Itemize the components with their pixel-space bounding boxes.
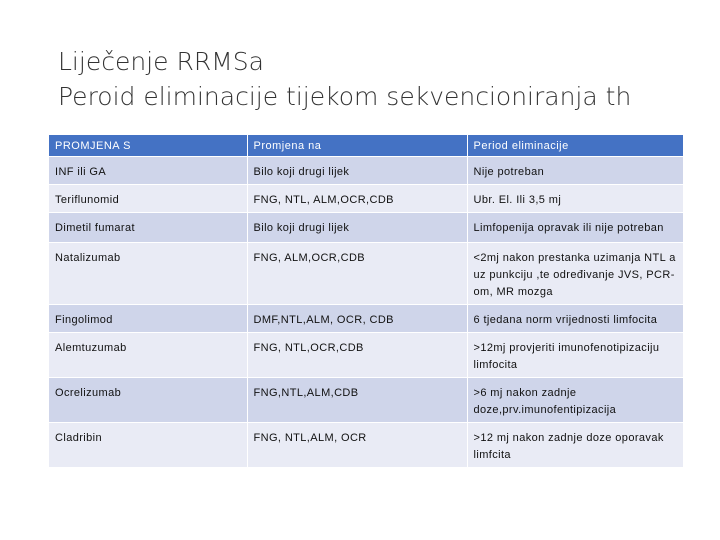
table-row	[49, 243, 683, 305]
table-row	[49, 305, 683, 333]
slide-title	[58, 44, 698, 114]
cell-switch-from: Alemtuzumab	[49, 333, 247, 378]
cell-switch-from: Ocrelizumab	[49, 378, 247, 423]
cell-elimination-period: Nije potreban	[467, 157, 683, 185]
table-header-row	[49, 135, 683, 157]
cell-switch-to: Bilo koji drugi lijek	[247, 157, 467, 185]
table-row	[49, 378, 683, 423]
cell-switch-to: Bilo koji drugi lijek	[247, 213, 467, 243]
cell-switch-to: FNG, NTL,OCR,CDB	[247, 333, 467, 378]
header-switch-from: PROMJENA S	[49, 135, 247, 157]
cell-elimination-period: 6 tjedana norm vrijednosti limfocita	[467, 305, 683, 333]
cell-switch-from: Dimetil fumarat	[49, 213, 247, 243]
cell-elimination-period: Limfopenija opravak ili nije potreban	[467, 213, 683, 243]
cell-switch-from: INF ili GA	[49, 157, 247, 185]
table-row	[49, 213, 683, 243]
cell-switch-to: FNG, NTL, ALM,OCR,CDB	[247, 185, 467, 213]
cell-elimination-period: >12mj provjeriti imunofenotipizaciju limfocita	[467, 333, 683, 378]
header-switch-to: Promjena na	[247, 135, 467, 157]
header-elimination-period: Period eliminacije	[467, 135, 683, 157]
cell-switch-to: FNG, ALM,OCR,CDB	[247, 243, 467, 305]
cell-switch-from: Cladribin	[49, 423, 247, 468]
cell-switch-to: FNG, NTL,ALM, OCR	[247, 423, 467, 468]
cell-elimination-period: >6 mj nakon zadnje doze,prv.imunofentipizacija	[467, 378, 683, 423]
cell-switch-to: FNG,NTL,ALM,CDB	[247, 378, 467, 423]
cell-switch-from: Teriflunomid	[49, 185, 247, 213]
cell-elimination-period: Ubr. El. Ili 3,5 mj	[467, 185, 683, 213]
table-row	[49, 157, 683, 185]
cell-elimination-period: >12 mj nakon zadnje doze oporavak limfcita	[467, 423, 683, 468]
title-line-1: Liječenje RRMSa	[58, 47, 264, 76]
cell-elimination-period: <2mj nakon prestanka uzimanja NTL a uz punkciju ,te određivanje JVS, PCR-om, MR mozga	[467, 243, 683, 305]
cell-switch-from: Natalizumab	[49, 243, 247, 305]
table-row	[49, 423, 683, 468]
cell-switch-from: Fingolimod	[49, 305, 247, 333]
table-row	[49, 185, 683, 213]
title-line-2: Peroid eliminacije tijekom sekvencioniranja th	[58, 82, 632, 111]
switching-table	[49, 135, 683, 467]
table-row	[49, 333, 683, 378]
cell-switch-to: DMF,NTL,ALM, OCR, CDB	[247, 305, 467, 333]
